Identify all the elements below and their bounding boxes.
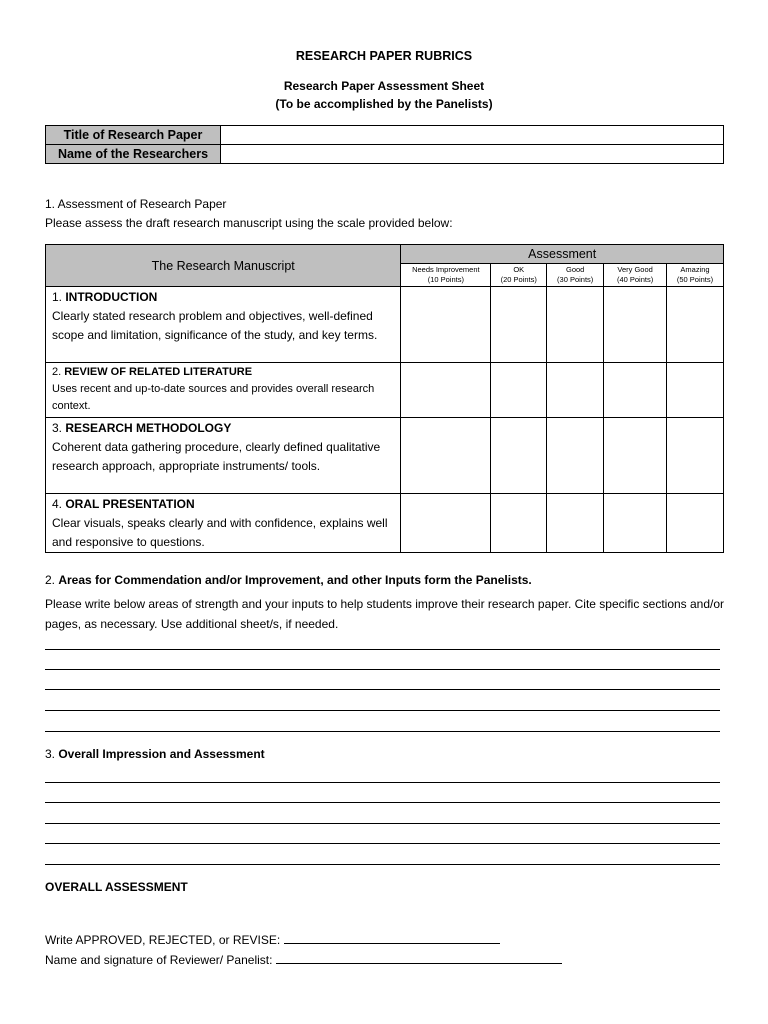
scale-points: (30 Points)	[557, 275, 594, 284]
verdict-line	[45, 932, 500, 947]
score-cell[interactable]	[604, 418, 667, 494]
answer-line[interactable]	[45, 689, 720, 690]
criterion-row-methodology	[46, 418, 724, 494]
score-cell[interactable]	[491, 363, 547, 418]
score-cell[interactable]	[401, 418, 491, 494]
score-cell[interactable]	[401, 287, 491, 363]
section2-number: 2.	[45, 573, 59, 587]
researchers-row	[46, 145, 724, 164]
score-cell[interactable]	[491, 287, 547, 363]
scale-points: (40 Points)	[616, 275, 654, 284]
score-cell[interactable]	[547, 287, 604, 363]
answer-line[interactable]	[45, 864, 720, 865]
section3-number: 3.	[45, 747, 59, 761]
criterion-row-introduction	[46, 287, 724, 363]
researchers-label: Name of the Researchers	[46, 145, 221, 164]
researchers-field[interactable]	[221, 145, 724, 164]
score-cell[interactable]	[491, 418, 547, 494]
score-cell[interactable]	[604, 287, 667, 363]
page-subtitle: Research Paper Assessment Sheet	[283, 79, 485, 93]
answer-line[interactable]	[45, 649, 720, 650]
rubric-table	[45, 244, 724, 553]
scale-header	[401, 264, 491, 287]
reviewer-signature-field[interactable]	[276, 952, 562, 964]
section2-instruction: Please write below areas of strength and your inputs to help students improve their research paper. Cite specific sections and/or pages, as necessary. Use additional sheet/s, if needed.	[45, 597, 725, 631]
answer-line[interactable]	[45, 731, 720, 732]
score-cell[interactable]	[547, 418, 604, 494]
criterion-description: Clearly stated research problem and objectives, well-defined scope and limitation, significance of the study, and key terms.	[52, 309, 378, 342]
answer-line[interactable]	[45, 823, 720, 824]
scale-label: Needs Improvement	[412, 265, 480, 274]
criterion-literature	[46, 363, 401, 418]
overall-assessment-heading: OVERALL ASSESSMENT	[45, 880, 188, 894]
score-cell[interactable]	[667, 494, 724, 553]
criterion-row-presentation	[46, 494, 724, 553]
answer-line[interactable]	[45, 669, 720, 670]
answer-line[interactable]	[45, 843, 720, 844]
paper-info-table	[45, 125, 724, 164]
section2-title: Areas for Commendation and/or Improvement, and other Inputs form the Panelists.	[58, 573, 532, 587]
scale-points: (10 Points)	[427, 275, 464, 284]
criterion-name: ORAL PRESENTATION	[65, 497, 195, 511]
score-cell[interactable]	[401, 363, 491, 418]
criterion-number: 2.	[52, 366, 65, 378]
scale-header	[547, 264, 604, 287]
criterion-name: REVIEW OF RELATED LITERATURE	[64, 366, 253, 378]
scale-header	[667, 264, 724, 287]
scale-label: Amazing	[680, 265, 710, 274]
score-cell[interactable]	[401, 494, 491, 553]
scale-label: Good	[566, 265, 585, 274]
criterion-description: Coherent data gathering procedure, clearly defined qualitative research approach, appropriate instruments/ tools.	[52, 440, 381, 473]
criterion-methodology	[46, 418, 401, 494]
criterion-description: Uses recent and up-to-date sources and provides overall research context.	[52, 383, 375, 412]
scale-label: Very Good	[617, 265, 653, 274]
manuscript-header: The Research Manuscript	[46, 245, 401, 287]
section3-title: Overall Impression and Assessment	[58, 747, 265, 761]
section3-heading	[45, 747, 265, 761]
score-cell[interactable]	[667, 287, 724, 363]
page-note: (To be accomplished by the Panelists)	[275, 97, 493, 111]
score-cell[interactable]	[547, 494, 604, 553]
scale-points: (50 Points)	[676, 275, 714, 284]
criterion-presentation	[46, 494, 401, 553]
section1-instruction: Please assess the draft research manuscript using the scale provided below:	[45, 216, 453, 230]
answer-line[interactable]	[45, 802, 720, 803]
verdict-field[interactable]	[284, 932, 500, 944]
scale-header	[604, 264, 667, 287]
section1-heading: 1. Assessment of Research Paper	[45, 197, 227, 211]
title-label: Title of Research Paper	[46, 126, 221, 145]
verdict-label: Write APPROVED, REJECTED, or REVISE:	[45, 933, 284, 947]
criterion-number: 3.	[52, 421, 66, 435]
score-cell[interactable]	[604, 363, 667, 418]
page-title: RESEARCH PAPER RUBRICS	[295, 49, 473, 63]
scale-header	[491, 264, 547, 287]
scale-points: (20 Points)	[500, 275, 537, 284]
answer-line[interactable]	[45, 782, 720, 783]
section2-heading	[45, 573, 532, 587]
criterion-name: INTRODUCTION	[65, 290, 158, 304]
assessment-header: Assessment	[401, 245, 724, 264]
score-cell[interactable]	[547, 363, 604, 418]
score-cell[interactable]	[667, 363, 724, 418]
criterion-number: 1.	[52, 290, 66, 304]
answer-line[interactable]	[45, 710, 720, 711]
score-cell[interactable]	[667, 418, 724, 494]
criterion-number: 4.	[52, 497, 66, 511]
title-row	[46, 126, 724, 145]
scale-label: OK	[513, 265, 525, 274]
reviewer-line	[45, 952, 562, 967]
criterion-row-literature	[46, 363, 724, 418]
reviewer-label: Name and signature of Reviewer/ Panelist:	[45, 953, 276, 967]
criterion-description: Clear visuals, speaks clearly and with confidence, explains well and responsive to questions.	[52, 516, 388, 549]
score-cell[interactable]	[604, 494, 667, 553]
title-field[interactable]	[221, 126, 724, 145]
criterion-introduction	[46, 287, 401, 363]
score-cell[interactable]	[491, 494, 547, 553]
criterion-name: RESEARCH METHODOLOGY	[65, 421, 232, 435]
